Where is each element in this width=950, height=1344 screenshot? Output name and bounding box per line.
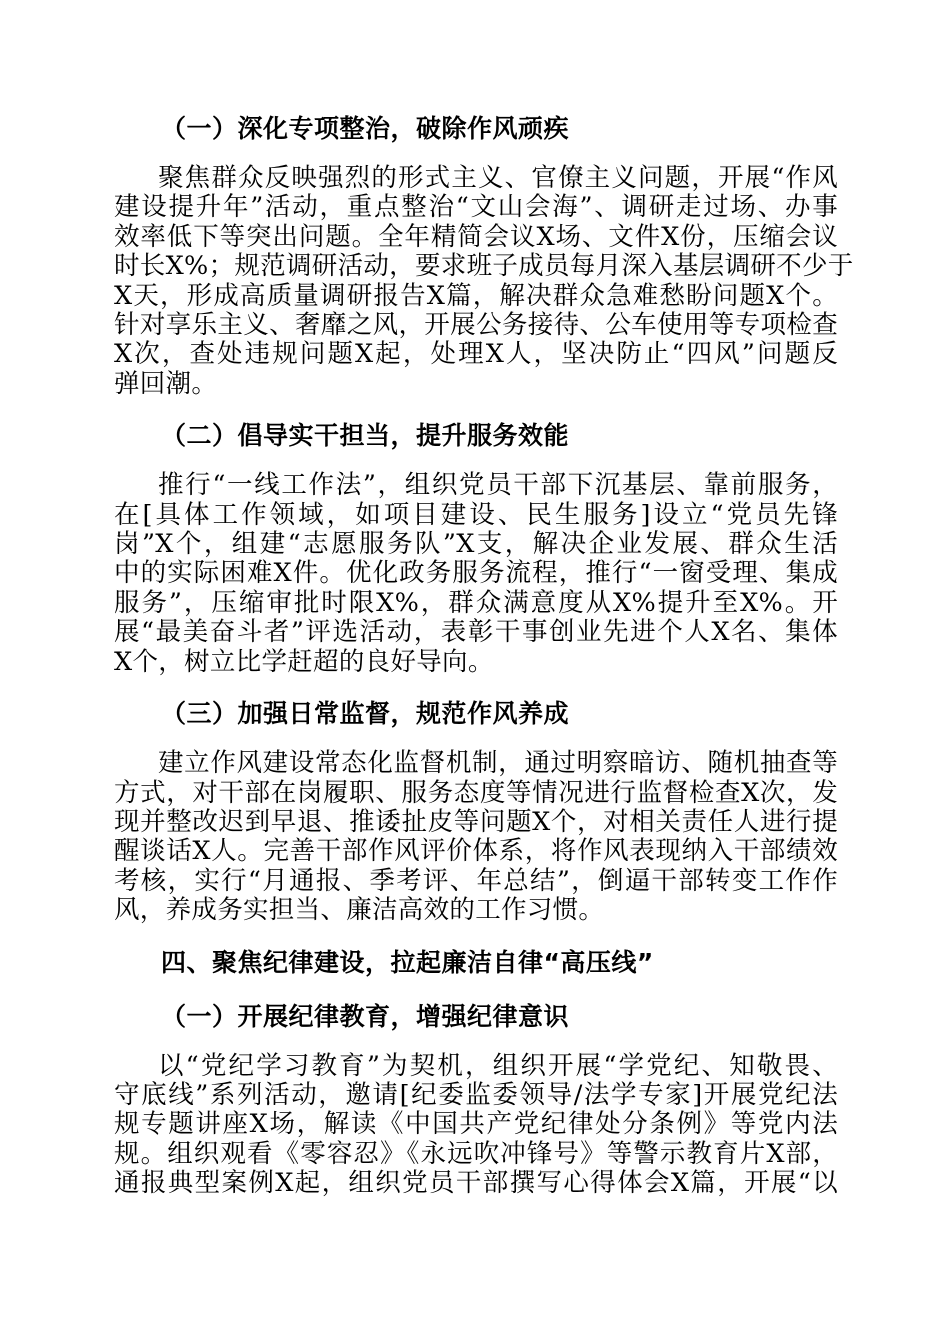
paragraph-line: 针对享乐主义、奢靡之风，开展公务接待、公车使用等专项检查 — [114, 310, 838, 341]
section-paragraph — [114, 1052, 838, 1199]
chapter-heading: 四、聚焦纪律建设，拉起廉洁自律“高压线” — [161, 947, 654, 977]
paragraph-line: 服务”，压缩审批时限X%，群众满意度从X%提升至X%。开 — [114, 587, 838, 618]
section-heading: （二）倡导实干担当，提升服务效能 — [161, 421, 570, 451]
paragraph-line: 效率低下等突出问题。全年精简会议X场、文件X份，压缩会议 — [114, 221, 838, 252]
paragraph-line: 弹回潮。 — [114, 368, 218, 399]
section-heading: （一）开展纪律教育，增强纪律意识 — [161, 1001, 570, 1031]
paragraph-line: 现并整改迟到早退、推诿扯皮等问题X个，对相关责任人进行提 — [114, 806, 838, 837]
paragraph-line: 守底线”系列活动，邀请[纪委监委领导/法学专家]开展党纪法 — [114, 1079, 838, 1110]
paragraph-line: 推行“一线工作法”，组织党员干部下沉基层、靠前服务， — [158, 470, 838, 501]
section-paragraph — [114, 163, 854, 399]
document-page — [114, 112, 854, 1199]
paragraph-line: 规专题讲座X场，解读《中国共产党纪律处分条例》等党内法 — [114, 1109, 838, 1140]
paragraph-line: X个，树立比学赶超的良好导向。 — [114, 646, 494, 677]
section-heading: （一）深化专项整治，破除作风顽疾 — [161, 114, 570, 143]
paragraph-line: 岗”X个，组建“志愿服务队”X支，解决企业发展、群众生活 — [114, 529, 838, 560]
paragraph-line: 时长X%；规范调研活动，要求班子成员每月深入基层调研不少于 — [114, 251, 854, 282]
paragraph-line: 风，养成务实担当、廉洁高效的工作习惯。 — [114, 895, 605, 926]
paragraph-line: 以“党纪学习教育”为契机，组织开展“学党纪、知敬畏、 — [158, 1050, 838, 1081]
paragraph-line: 通报典型案例X起，组织党员干部撰写心得体会X篇，开展“以 — [114, 1168, 838, 1199]
paragraph-line: 中的实际困难X件。优化政务服务流程，推行“一窗受理、集成 — [114, 558, 838, 589]
paragraph-line: 在[具体工作领域，如项目建设、民生服务]设立“党员先锋 — [114, 499, 838, 530]
paragraph-line: 建设提升年”活动，重点整治“文山会海”、调研走过场、办事 — [114, 192, 838, 223]
paragraph-line: X次，查处违规问题X起，处理X人，坚决防止“四风”问题反 — [114, 339, 838, 370]
paragraph-line: 方式，对干部在岗履职、服务态度等情况进行监督检查X次，发 — [114, 777, 838, 808]
paragraph-line: 醒谈话X人。完善干部作风评价体系，将作风表现纳入干部绩效 — [114, 836, 838, 867]
paragraph-line: 建立作风建设常态化监督机制，通过明察暗访、随机抽查等 — [158, 748, 838, 779]
section-heading: （三）加强日常监督，规范作风养成 — [161, 699, 570, 729]
paragraph-line: X天，形成高质量调研报告X篇，解决群众急难愁盼问题X个。 — [114, 280, 838, 311]
paragraph-line: 展“最美奋斗者”评选活动，表彰干事创业先进个人X名、集体 — [114, 617, 838, 648]
paragraph-line: 聚焦群众反映强烈的形式主义、官僚主义问题，开展“作风 — [158, 163, 838, 193]
paragraph-line: 考核，实行“月通报、季考评、年总结”，倒逼干部转变工作作 — [114, 865, 838, 896]
section-paragraph — [114, 749, 838, 925]
section-paragraph — [114, 471, 838, 677]
paragraph-line: 规。组织观看《零容忍》《永远吹冲锋号》等警示教育片X部， — [114, 1138, 838, 1169]
